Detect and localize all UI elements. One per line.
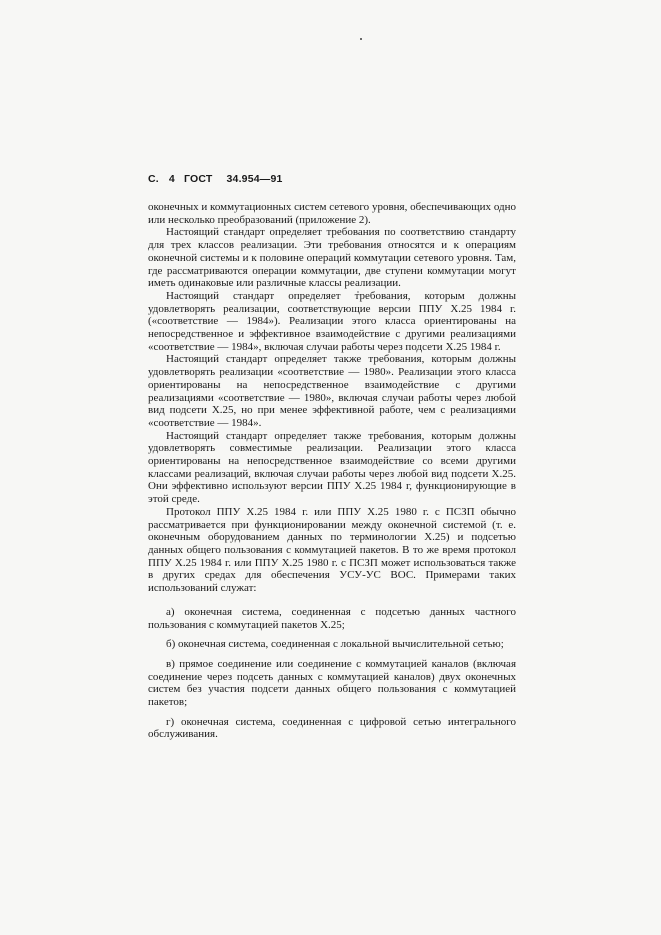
paragraph-compatible: Настоящий стандарт определяет также требования, которым должны удовлетворять совместимые реализации. Реализации этого класса ориентированы на непосредственное взаимодействие со всеми другими классами реализаций, включая случаи работы через любой вид подсети Х.25. Они эффективно используют версии ППУ Х.25 1984 г, функционирующие в этой среде. (148, 429, 516, 506)
paragraph-conformance-classes: Настоящий стандарт определяет требования по соответствию стандарту для трех классов реализации. Эти требования относятся и к операциям оконечной системы и к половине операций коммутации сетевого уровня. Там, где рассматриваются операции коммутации, две ступени коммутации могут иметь одинаковые или различные классы реализации. (148, 226, 516, 290)
list-item: г) оконечная система, соединенная с цифровой сетью интегрального обслуживания. (148, 715, 516, 741)
paragraph-protocol-usage: Протокол ППУ Х.25 1984 г. или ППУ Х.25 1980 г. с ПСЗП обычно рассматривается при функционировании между оконечной системой (т. е. оконечным оборудованием данных по терминологии Х.25) и подсетью данных общего пользования с коммутацией пакетов. В то же время протокол ППУ Х.25 1984 г. или ППУ Х.25 1980 г. с ПСЗП может использоваться также в других средах для обеспечения УСУ-УС ВОС. Примерами таких использований служат: (148, 505, 516, 595)
list-item: а) оконечная система, соединенная с подсетью данных частного пользования с коммутацией пакетов Х.25; (148, 605, 516, 631)
page-header (148, 173, 283, 185)
paragraph-continuation: оконечных и коммутационных систем сетевого уровня, обеспечивающих одно или несколько преобразований (приложение 2). (148, 201, 516, 226)
paragraph-conformance-1984: Настоящий стандарт определяет требования, которым должны удовлетворять реализации, соответствующие версии ППУ Х.25 1984 г. («соответствие — 1984»). Реализации этого класса ориентированы на непосредственное и эффективное взаимодействие с другими реализациями «соответствие — 1984», включая случаи работы через подсети Х.25 1984 г. (148, 289, 516, 353)
page-number: 4 (168, 173, 175, 185)
list-item: в) прямое соединение или соединение с коммутацией каналов (включая соединение через подсеть данных с коммутацией каналов) двух оконечных систем без участия подсети данных общего пользования с коммутацией пакетов; (148, 657, 516, 709)
list-item: б) оконечная система, соединенная с локальной вычислительной сетью; (166, 638, 504, 651)
usage-examples-list (148, 606, 516, 741)
page-label: С. (148, 173, 159, 185)
paragraph-conformance-1980: Настоящий стандарт определяет также требования, которым должны удовлетворять реализации «соответствие — 1980». Реализации этого класса ориентированы на непосредственное взаимодействие с другими реализациями «соответствие — 1980», включая случаи работы через любой вид подсети Х.25, но при менее эффективной работе, чем с реализациями «соответствие — 1984». (148, 353, 516, 429)
scan-speck (360, 38, 362, 40)
standard-name: ГОСТ (183, 173, 213, 185)
standard-code: 34.954—91 (226, 173, 283, 185)
document-body (148, 201, 516, 741)
